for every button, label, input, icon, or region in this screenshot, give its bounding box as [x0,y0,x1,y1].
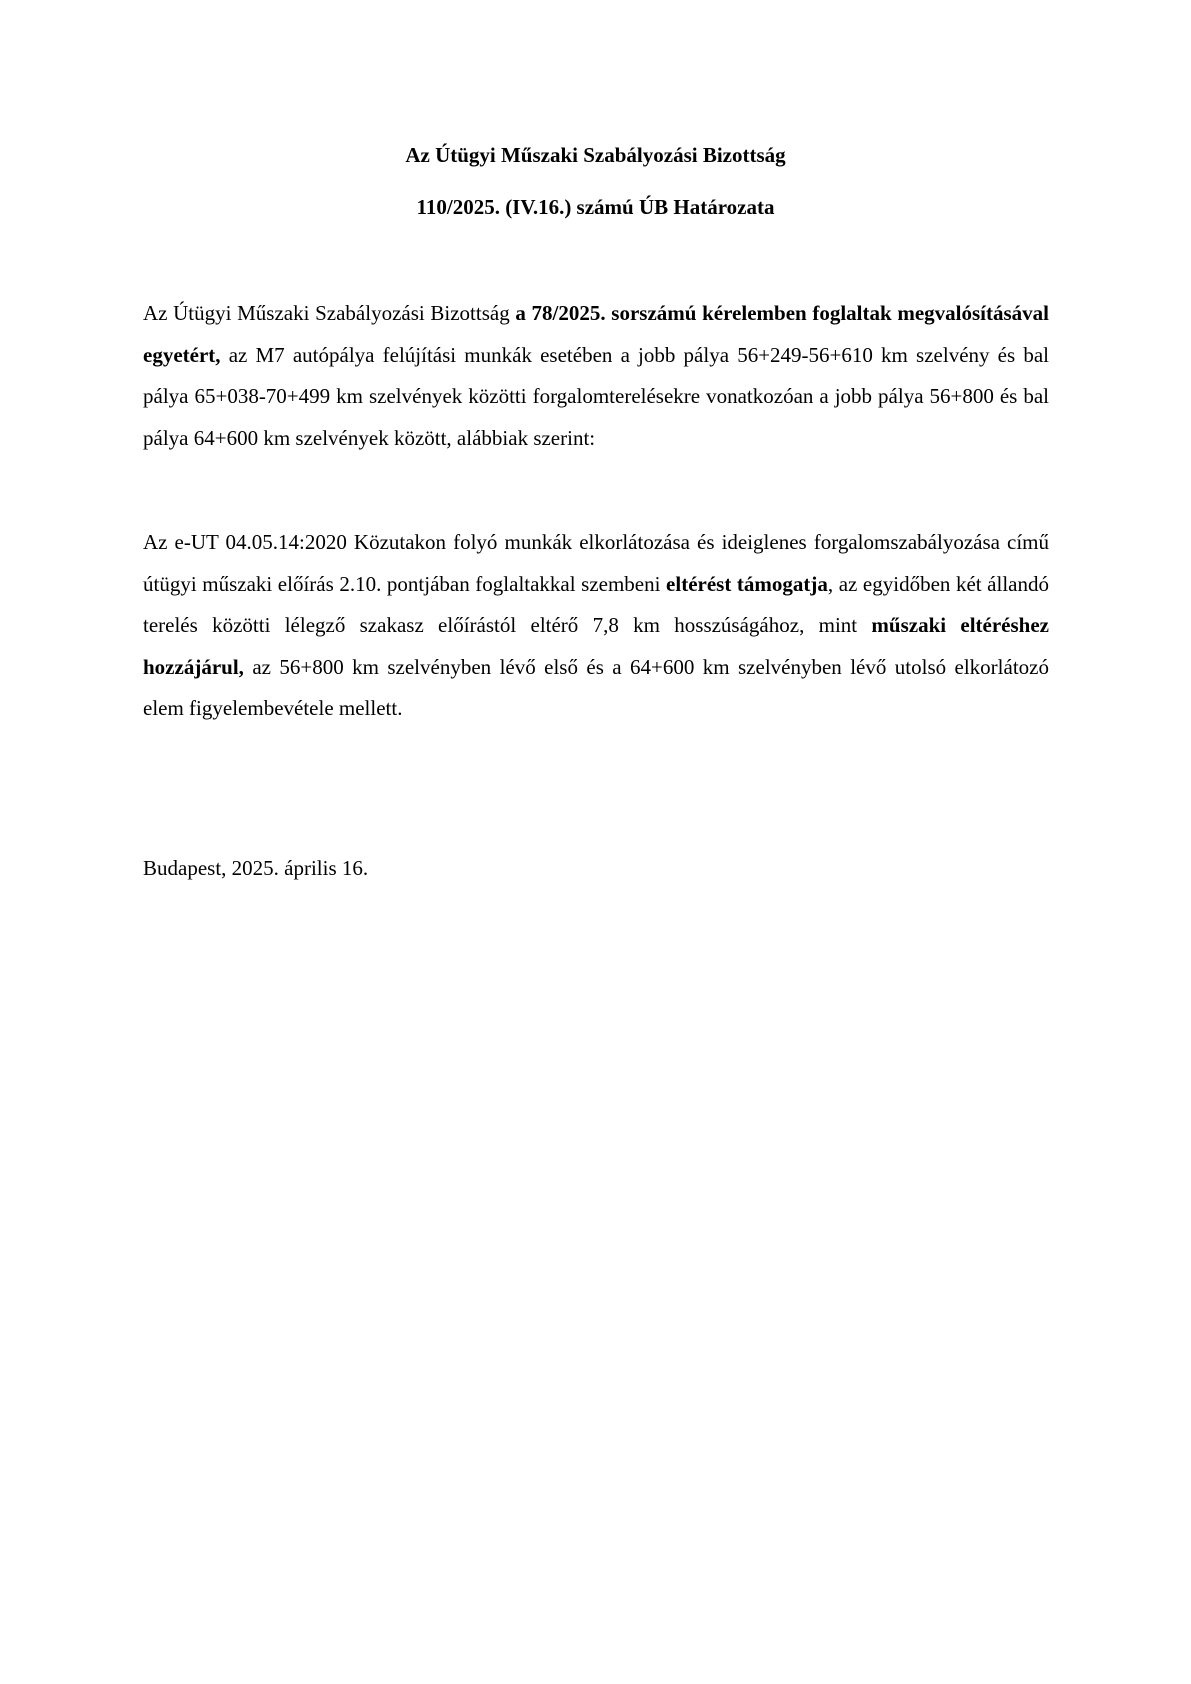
document-title-line2: 110/2025. (IV.16.) számú ÚB Határozata [416,195,775,219]
place-and-date: Budapest, 2025. április 16. [143,856,369,880]
paragraph2-bold-2: műszaki eltéréshez hozzájárul, [143,613,1049,679]
paragraph2-text-3: az 56+800 km szelvényben lévő első és a 64+600 km szelvényben lévő utolsó elkorlátozó elem figyelembevétele mellett. [143,654,1049,720]
paragraph2-text-1: Az e-UT 04.05.14:2020 Közutakon folyó munkák elkorlátozása és ideiglenes forgalomszabályozása című útügyi műszaki előírás 2.10. pontjában foglaltakkal szembeni [143,530,1049,596]
paragraph1-bold-1: a 78/2025. sorszámú kérelemben foglaltak megvalósításával egyetért, [143,301,1050,367]
paragraph1-text-1: Az Útügyi Műszaki Szabályozási Bizottság [143,301,516,325]
decision-paragraph-2 [143,522,1049,730]
paragraph2-bold-1: eltérést támogatja [666,571,828,596]
document-title-line1: Az Útügyi Műszaki Szabályozási Bizottság [405,143,786,167]
decision-paragraph-1 [143,293,1049,459]
paragraph2-text-2: , az egyidőben két állandó terelés közötti lélegző szakasz előírástól eltérő 7,8 km hosszúságához, mint [143,571,1049,637]
paragraph1-text-2: az M7 autópálya felújítási munkák esetében a jobb pálya 56+249-56+610 km szelvény és bal pálya 65+038-70+499 km szelvények közötti forgalomterelésekre vonatkozóan a jobb pálya 56+800 és bal pálya 64+600 km szelvények között, alábbiak szerint: [143,342,1049,450]
